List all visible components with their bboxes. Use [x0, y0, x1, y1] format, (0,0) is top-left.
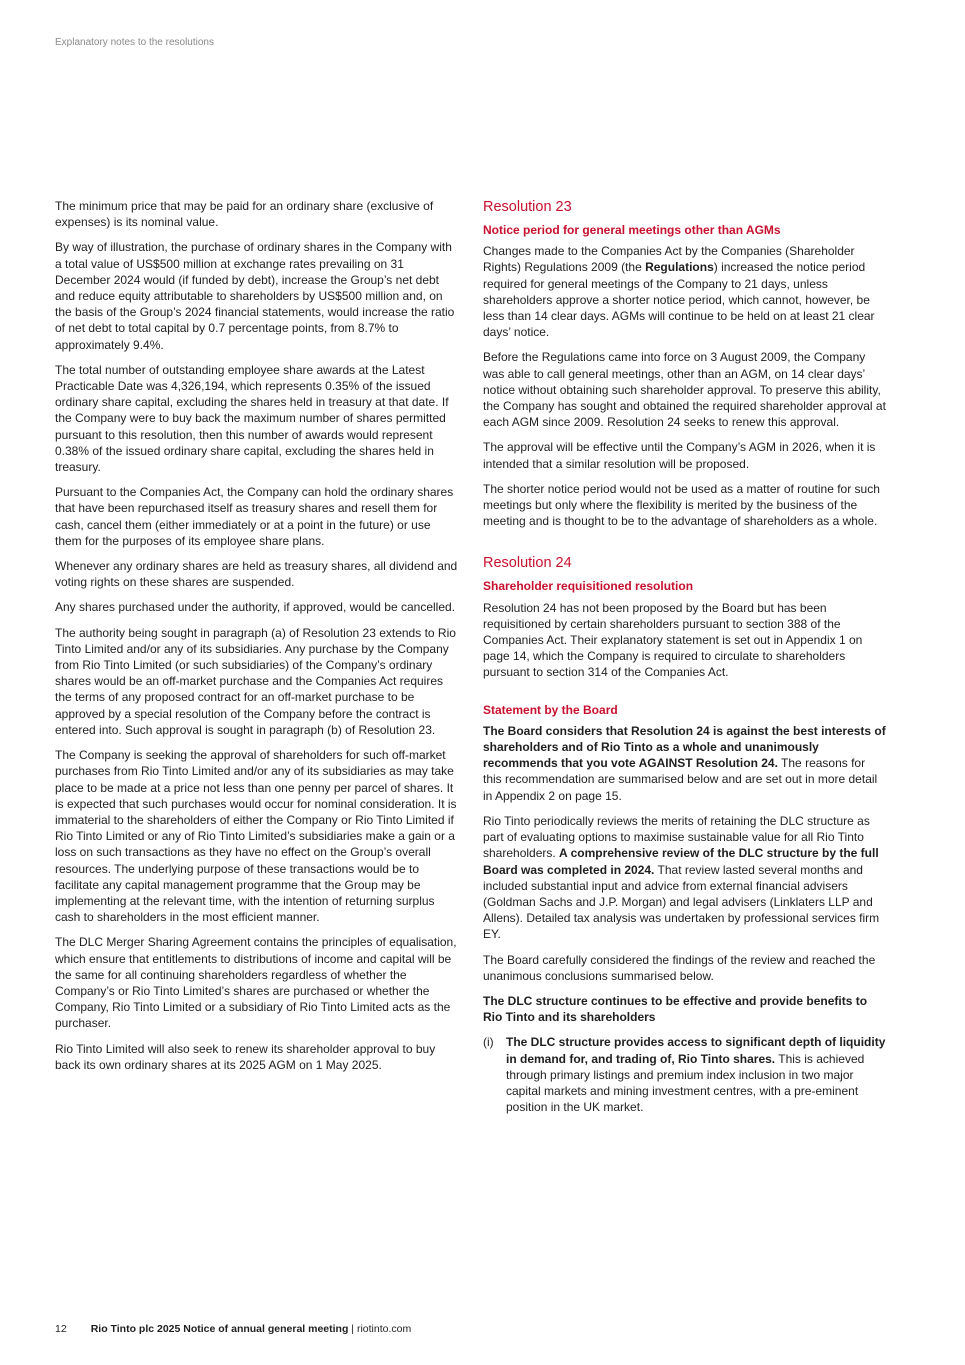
- paragraph: Changes made to the Companies Act by the Companies (Shareholder Rights) Regulations 2009 (the Regulations) increased the notice period required for general meetings of the Company to 21 days, unless shareholders approve a shorter notice period, which cannot, however, be less than 14 clear days. AGMs will continue to be held on at least 21 clear days’ notice.: [483, 244, 875, 340]
- running-header: Explanatory notes to the resolutions: [55, 37, 214, 48]
- resolution-24-title: Resolution 24: [483, 555, 572, 572]
- statement-heading: Statement by the Board: [483, 702, 618, 717]
- paragraph: The authority being sought in paragraph (a) of Resolution 23 extends to Rio Tinto Limited and/or any of its subsidiaries. Any purchase by the Company from Rio Tinto Limited (or such subsidiaries) of the Company’s ordinary shares would be an off-market purchase and the Companies Act requires the terms of any proposed contract for an off-market purchase to be approved by a special resolution of the Company before the contract is entered into. Such approval is sought in paragraph (b) of Resolution 23.: [55, 625, 456, 737]
- paragraph: By way of illustration, the purchase of ordinary shares in the Company with a total value of US$500 million at exchange rates prevailing on 31 December 2024 would (if funded by debt), increase the Group’s net debt and reduce equity attributable to shareholders by US$500 million and, on the basis of the Group’s 2024 financial statements, would increase the ratio of net debt to total capital by 0.7 percentage points, from 8.7% to approximately 9.4%.: [55, 240, 455, 352]
- paragraph: Rio Tinto periodically reviews the merits of retaining the DLC structure as part of evaluating options to maximise sustainable value for all Rio Tinto shareholders. A comprehensive review of the DLC structure by the full Board was completed in 2024. That review lasted several months and included substantial input and advice from external financial advisers (Goldman Sachs and J.P. Morgan) and legal advisers (Linklaters LLP and Allens). Detailed tax analysis was undertaken by professional services firm EY.: [483, 813, 880, 942]
- paragraph: The DLC structure continues to be effective and provide benefits to Rio Tinto and its shareholders: [483, 993, 868, 1025]
- paragraph: The Board carefully considered the findings of the review and reached the unanimous conclusions summarised below.: [483, 952, 876, 983]
- resolution-24-subtitle: Shareholder requisitioned resolution: [483, 579, 694, 594]
- paragraph: The minimum price that may be paid for an ordinary share (exclusive of expenses) is its nominal value.: [55, 199, 434, 230]
- paragraph: Before the Regulations came into force on 3 August 2009, the Company was able to call general meetings, other than an AGM, on 14 clear days’ notice without obtaining such shareholder approval. To preserve this ability, the Company has sought and obtained the required shareholder approval at each AGM since 2009. Resolution 24 seeks to renew this approval.: [483, 350, 886, 430]
- paragraph: The Board considers that Resolution 24 is against the best interests of shareholders and of Rio Tinto as a whole and unanimously recommends that you vote AGAINST Resolution 24. The reasons for this recommendation are summarised below and are set out in more detail in Appendix 2 on page 15.: [483, 723, 886, 803]
- paragraph: Rio Tinto Limited will also seek to renew its shareholder approval to buy back its own ordinary shares at its 2025 AGM on 1 May 2025.: [55, 1041, 436, 1072]
- paragraph: The Company is seeking the approval of shareholders for such off-market purchases from Rio Tinto Limited and/or any of its subsidiaries as may take place to be made at a price not less than one penny per parcel of shares. It is expected that such purchases would occur for nominal consideration. It is immaterial to the shareholders of either the Company or Rio Tinto Limited if Rio Tinto Limited or any of Rio Tinto Limited’s subsidiaries make a gain or a loss on such transactions as they have no effect on the Group’s overall resources. The underlying purpose of these transactions would be to facilitate any capital management programme that the Group may be implementing at the relevant time, with the intention of returning surplus cash to shareholders in the most efficient manner.: [55, 748, 457, 925]
- paragraph: Resolution 24 has not been proposed by the Board but has been requisitioned by certain shareholders pursuant to section 388 of the Companies Act. Their explanatory statement is set out in Appendix 1 on page 14, which the Company is required to circulate to shareholders pursuant to section 314 of the Companies Act.: [483, 600, 863, 680]
- right-column: [483, 198, 887, 1115]
- paragraph: Any shares purchased under the authority, if approved, would be cancelled.: [55, 600, 456, 615]
- footer-separator: |: [348, 1323, 357, 1335]
- website: riotinto.com: [356, 1323, 412, 1335]
- list-item: [483, 1034, 887, 1115]
- list-text: The DLC structure provides access to significant depth of liquidity in demand for, and trading of, Rio Tinto shares. This is achieved through primary listings and premium index inclusion in two major capital markets and mining investment centres, with a pre-eminent position in the UK market.: [506, 1035, 886, 1115]
- document-title: Rio Tinto plc 2025 Notice of annual general meeting: [90, 1323, 349, 1335]
- list-number: (i): [483, 1035, 494, 1050]
- paragraph: The total number of outstanding employee share awards at the Latest Practicable Date was 4,326,194, which represents 0.35% of the issued ordinary share capital, excluding the shares held in treasury at that date. If the Company were to buy back the maximum number of shares permitted pursuant to this resolution, then this number of awards would represent 0.38% of the issued ordinary share capital, excluding the shares held in treasury.: [55, 362, 449, 475]
- resolution-23-subtitle: Notice period for general meetings other than AGMs: [483, 223, 781, 237]
- paragraph: The approval will be effective until the Company’s AGM in 2026, when it is intended that a similar resolution will be proposed.: [483, 440, 876, 471]
- left-column: [55, 198, 459, 1082]
- paragraph: Pursuant to the Companies Act, the Company can hold the ordinary shares that have been repurchased itself as treasury shares and resell them for cash, cancel them (either immediately or at a point in the future) or use them for the purposes of its employee share plans.: [55, 485, 454, 548]
- page-number: 12: [55, 1323, 67, 1335]
- paragraph: Whenever any ordinary shares are held as treasury shares, all dividend and voting rights on these shares are suspended.: [55, 559, 458, 590]
- paragraph: The DLC Merger Sharing Agreement contains the principles of equalisation, which ensure that entitlements to distributions of income and capital will be the same for all continuing shareholders regardless of whether the Company’s or Rio Tinto Limited’s shares are purchased or whether the Company, Rio Tinto Limited or a subsidiary of Rio Tinto Limited acts as the purchaser.: [55, 935, 457, 1031]
- resolution-23-title: Resolution 23: [483, 199, 572, 215]
- page-footer: [55, 1323, 411, 1335]
- paragraph: The shorter notice period would not be used as a matter of routine for such meetings but only where the flexibility is merited by the business of the meeting and is thought to be to the advantage of shareholders as a whole.: [483, 481, 880, 529]
